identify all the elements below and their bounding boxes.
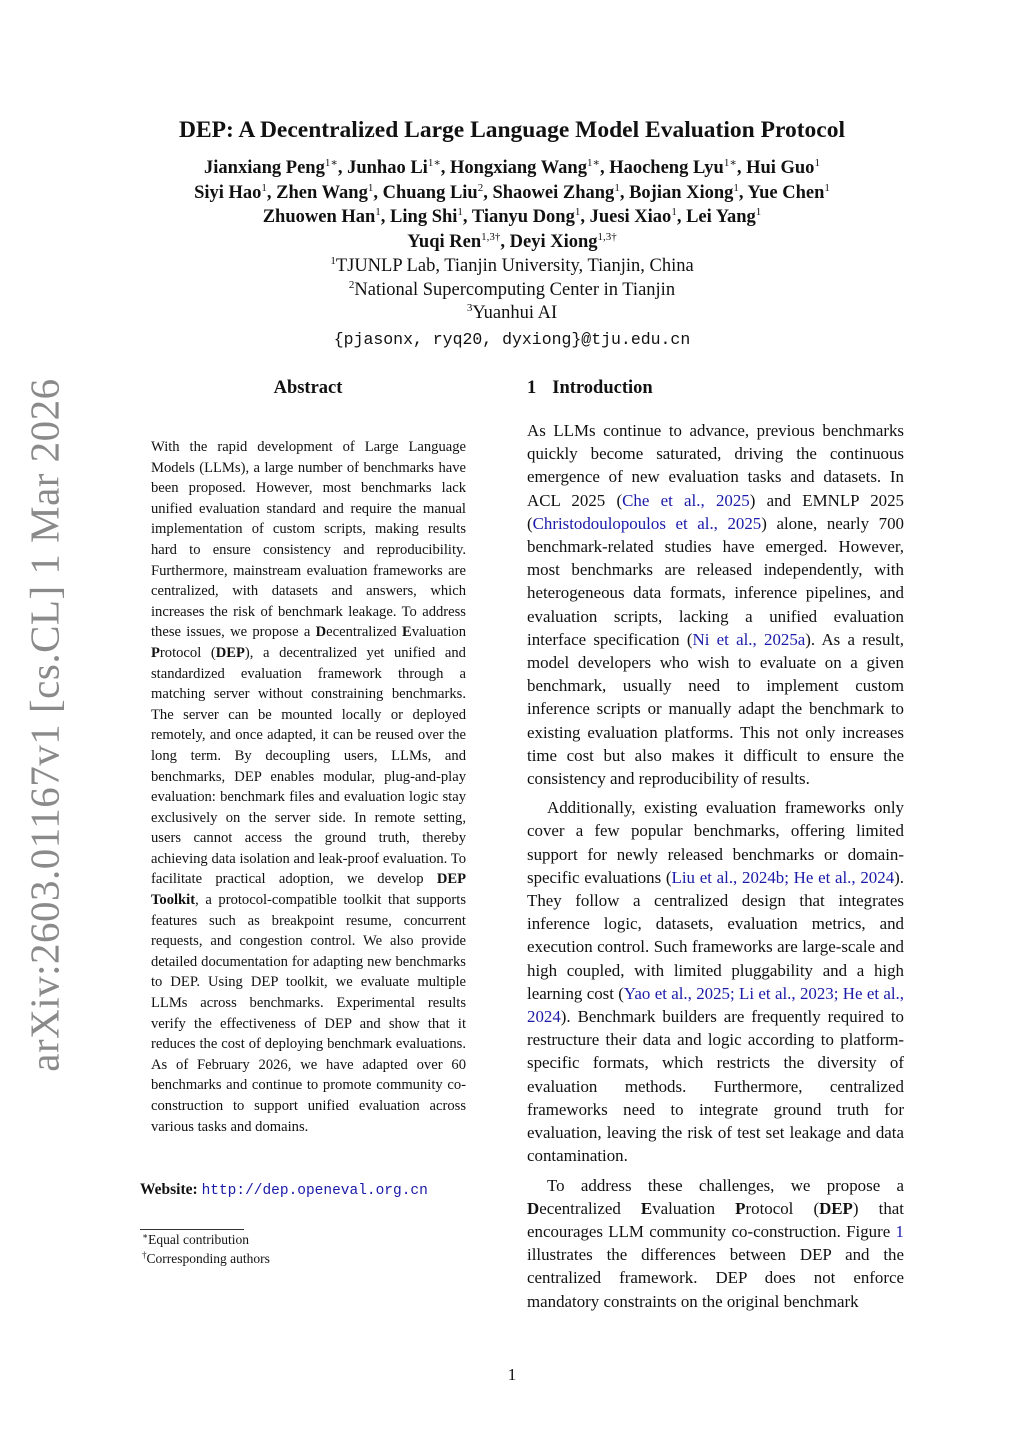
author-sup: 1∗ xyxy=(427,157,441,169)
body-text: ) that encourages LLM community co-construction. Figure xyxy=(527,1198,904,1241)
author-sup: 1 xyxy=(824,181,830,194)
footnote-mark: ∗ xyxy=(142,1231,149,1242)
section-title: Introduction xyxy=(552,378,653,398)
abstract-text: ), a decentralized yet unified and standardized evaluation framework through a matching server without constraining benchmarks. The server can be mounted locally or deployed remotely, and once adapted, it can be reused over the long term. By decoupling users, LLMs, and benchmarks, DEP enables modular, plug-and-play evaluation: benchmark files and evaluation logic stay exclusively on the server side. In remote setting, users cannot access the ground truth, thereby achieving data isolation and leak-proof evaluation. To facilitate practical adoption, we develop xyxy=(151,644,466,888)
footnote-text: Corresponding authors xyxy=(146,1251,270,1267)
affiliation-sup: 3 xyxy=(466,302,473,314)
author-name: Shaowei Zhang xyxy=(492,182,615,203)
affiliation-text: Yuanhui AI xyxy=(472,303,558,323)
website-link[interactable]: http://dep.openeval.org.cn xyxy=(201,1183,428,1200)
body-text: rotocol ( xyxy=(745,1198,820,1218)
dep-acronym: DEP xyxy=(819,1198,853,1218)
citation-link[interactable]: Ni et al., 2025a xyxy=(692,629,806,649)
citation-link[interactable]: Christodoulopoulos et al., 2025 xyxy=(532,513,762,533)
website-label: Website: xyxy=(140,1181,198,1199)
author-name: Deyi Xiong xyxy=(509,231,598,252)
author-name: Hongxiang Wang xyxy=(450,158,587,178)
author-sup: 1 xyxy=(733,181,739,194)
author-name: Yue Chen xyxy=(747,182,825,203)
author-sup: 1 xyxy=(457,206,463,218)
author-sup: 1 xyxy=(671,206,677,218)
author-sup: 1 xyxy=(755,206,762,218)
affiliation xyxy=(0,302,1024,326)
intro-paragraph-3 xyxy=(527,1174,904,1313)
author-sup: 1 xyxy=(814,157,820,169)
website-line xyxy=(140,1181,476,1199)
author-name: Zhen Wang xyxy=(276,182,368,203)
author-sup: 1 xyxy=(375,206,381,218)
author-line-1: Jianxiang Peng$^{1∗}$, Junhao $Li^{1∗}$, Hongxiang Wang$^{1∗}$, Haocheng Lyu$^{1∗}$, Hui Guo$^1$ xyxy=(204,157,820,178)
author-sup: 1 xyxy=(261,181,267,194)
footnote-text: Equal contribution xyxy=(148,1232,249,1248)
author-list xyxy=(0,156,1024,254)
body-text: ) alone, nearly 700 benchmark-related studies have emerged. However, most benchmarks are released independently, with heterogeneous data formats, inference pipelines, and evaluation scripts, lacking a unified evaluation interface specification ( xyxy=(527,513,904,649)
author-name: Juesi Xiao xyxy=(589,207,672,227)
section-number: 1 xyxy=(527,378,537,398)
abstract-bold-letter: P xyxy=(151,644,160,661)
bold-letter: E xyxy=(640,1198,653,1218)
affiliation-text: National Supercomputing Center in Tianjin xyxy=(354,279,676,300)
abstract-dep-acronym: DEP xyxy=(215,644,245,661)
paper-title: DEP: A Decentralized Large Language Model Evaluation Protocol xyxy=(179,117,845,143)
author-name: Jianxiang Peng xyxy=(204,158,325,178)
author-sup: 2 xyxy=(477,181,484,194)
section-heading xyxy=(527,378,904,399)
citation-link[interactable]: Yao et al., 2025; Li et al., 2023; He et al., 2024 xyxy=(527,983,904,1027)
affiliation-sup: 1 xyxy=(330,255,336,267)
intro-paragraph-2 xyxy=(527,796,904,1167)
abstract-body xyxy=(151,437,466,1137)
body-text: To address these challenges, we propose a xyxy=(547,1175,904,1195)
author-name: Hui Guo xyxy=(746,158,815,178)
body-text: ). As a result, model developers who wish to evaluate on a given benchmark, usually need to implement custom inference scripts or manually adapt the benchmark to existing evaluation platforms. This not only increases time cost but also makes it difficult to ensure the consistency and reproducibility of results. xyxy=(527,629,905,789)
author-name: Lei Yang xyxy=(686,207,756,227)
author-name: Ling Shi xyxy=(390,207,458,227)
intro-paragraph-1 xyxy=(527,419,904,790)
author-line-4: Yuqi Ren$^{1,3\dagger}$, Deyi Xiong$^{1,3\dagger}$ xyxy=(407,230,617,252)
footnote xyxy=(142,1230,476,1249)
citation-link[interactable]: Liu et al., 2024b; He et al., 2024 xyxy=(671,867,895,887)
body-text: ). Benchmark builders are frequently required to restructure their data and logic according to platform-specific formats, which restricts the diversity of evaluation methods. Furthermore, centralized frameworks need to integrate ground truth for evaluation, leaving the risk of test set leakage and data contamination. xyxy=(527,1007,904,1166)
footnote xyxy=(142,1249,476,1268)
author-sup: 1 xyxy=(367,181,374,194)
affiliations xyxy=(0,255,1024,351)
body-text: As LLMs continue to advance, previous benchmarks quickly become saturated, driving the continuous emergence of new evaluation tasks and datasets. In ACL 2025 ( xyxy=(527,421,904,510)
abstract-text: rotocol ( xyxy=(159,644,216,661)
author-name: Chuang Liu xyxy=(382,182,478,203)
body-text: ecentralized xyxy=(539,1198,641,1218)
abstract-bold-letter: D xyxy=(315,624,327,641)
body-text: ). They follow a centralized design that integrates inference logic, datasets, evaluation metrics, and execution control. Such frameworks are large-scale and high coupled, with limited pluggability and a high learning cost ( xyxy=(527,867,904,1003)
footnote-mark: † xyxy=(142,1250,147,1261)
body-text: illustrates the differences between DEP and the centralized framework. DEP does not enforce mandatory constraints on the original benchmark xyxy=(527,1245,904,1311)
contact-email: {pjasonx, ryq20, dyxiong}@tju.edu.cn xyxy=(333,329,691,349)
bold-letter: P xyxy=(735,1198,746,1218)
abstract-bold-letter: E xyxy=(401,624,412,641)
affiliation xyxy=(0,279,1024,303)
author-name: Zhuowen Han xyxy=(262,207,376,227)
affiliation-text: TJUNLP Lab, Tianjin University, Tianjin, China xyxy=(335,256,694,276)
abstract-heading: Abstract xyxy=(273,378,343,398)
author-name: Bojian Xiong xyxy=(629,182,734,203)
arxiv-stamp-text: arXiv:2603.01167v1 [cs.CL] 1 Mar 2026 xyxy=(22,378,69,1072)
author-sup: 1,3† xyxy=(481,230,501,243)
body-text: Additionally, existing evaluation frameworks only cover a few popular benchmarks, offering limited support for newly released benchmarks or domain-specific evaluations ( xyxy=(527,798,904,887)
author-line-2: Siyi Hao$^1$, Zhen Wang$^1$, Chuang Liu$^2$, Shaowei Zhang$^1$, Bojian Xiong$^1$, Yue Chen$^1$ xyxy=(194,181,830,203)
author-sup: 1 xyxy=(574,206,581,218)
citation-link[interactable]: Che et al., 2025 xyxy=(622,490,750,510)
page-number: 1 xyxy=(507,1365,517,1384)
author-sup: 1∗ xyxy=(723,157,737,169)
author-sup: 1∗ xyxy=(586,157,600,169)
author-sup: 1∗ xyxy=(324,157,338,169)
right-column xyxy=(527,378,904,1313)
left-column xyxy=(140,378,476,1268)
bold-letter: D xyxy=(527,1198,540,1218)
abstract-text: With the rapid development of Large Language Models (LLMs), a large number of benchmarks have been proposed. However, most benchmarks lack unified evaluation standard and require the manual implementation of custom scripts, making results hard to ensure consistency and reproducibility. Furthermore, mainstream evaluation frameworks are centralized, with datasets and answers, which increases the risk of benchmark leakage. To address these issues, we propose a xyxy=(151,439,466,641)
author-name: Haocheng Lyu xyxy=(609,158,724,178)
figure-reference-link[interactable]: 1 xyxy=(895,1221,904,1241)
abstract-text: ecentralized xyxy=(326,624,402,641)
author-name: Siyi Hao xyxy=(194,182,262,203)
body-text: valuation xyxy=(652,1198,736,1218)
author-name: Junhao Li xyxy=(347,158,428,178)
author-name: Tianyu Dong xyxy=(471,207,575,227)
arxiv-stamp xyxy=(22,378,69,1072)
affiliation-sup: 2 xyxy=(348,278,355,291)
author-sup: 1 xyxy=(614,181,620,194)
author-line-3: Zhuowen Han$^1$, Ling Shi$^1$, Tianyu Dong$^1$, Juesi Xiao$^1$, Lei Yang$^1$ xyxy=(262,206,762,227)
abstract-toolkit-name: DEP Toolkit xyxy=(151,871,466,909)
author-sup: 1,3† xyxy=(597,230,617,243)
body-text: ) and EMNLP 2025 ( xyxy=(527,490,904,533)
author-name: Yuqi Ren xyxy=(407,231,482,252)
abstract-text: valuation xyxy=(411,624,466,641)
affiliation xyxy=(0,255,1024,279)
abstract-text: , a protocol-compatible toolkit that supports features such as breakpoint resume, concurrent requests, and congestion control. We also provide detailed documentation for adapting new benchmarks to DEP. Using DEP toolkit, we evaluate multiple LLMs across benchmarks. Experimental results verify the effectiveness of DEP and show that it reduces the cost of deploying benchmark evaluations. As of February 2026, we have adapted over 60 benchmarks and continue to promote community co-construction to support unified evaluation across various tasks and domains. xyxy=(151,892,466,1135)
